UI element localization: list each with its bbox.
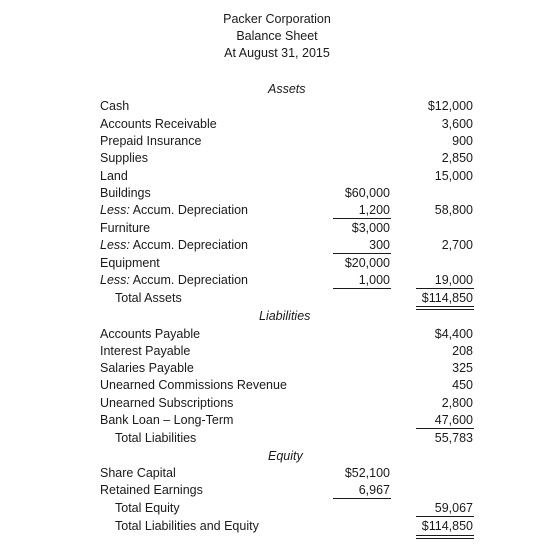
cash-label: Cash [100,99,130,113]
statement-title: Balance Sheet [236,29,318,43]
total-assets-double-underline [416,306,474,310]
total-equity-label: Total Equity [115,501,180,515]
retained-earnings-label: Retained Earnings [100,483,203,497]
furniture-gross: $3,000 [351,221,390,235]
salaries-amount: 325 [452,361,473,375]
furniture-underline [333,253,391,254]
share-capital-label: Share Capital [100,466,176,480]
interest-label: Interest Payable [100,344,191,358]
equipment-net: 19,000 [434,273,473,287]
accum-dep-text: Accum. Depreciation [132,203,249,217]
equipment-gross: $20,000 [344,256,390,270]
prepaid-label: Prepaid Insurance [100,134,202,148]
buildings-underline [333,218,391,219]
equipment-dep-label [100,273,248,287]
supplies-label: Supplies [100,151,148,165]
total-equity-amount: 59,067 [434,501,473,515]
equipment-underline [333,288,391,289]
prepaid-amount: 900 [452,134,473,148]
bank-loan-label: Bank Loan – Long-Term [100,413,234,427]
equity-heading: Equity [268,449,303,463]
total-liabilities-amount: 55,783 [434,431,473,445]
furniture-dep-amount: 300 [369,238,390,252]
unearned-comm-label: Unearned Commissions Revenue [100,378,287,392]
less-text: Less: [100,238,130,252]
furniture-net: 2,700 [441,238,473,252]
bank-loan-amount: 47,600 [434,413,473,427]
supplies-amount: 2,850 [441,151,473,165]
statement-date: At August 31, 2015 [224,46,330,60]
total-le-label: Total Liabilities and Equity [115,519,259,533]
buildings-net: 58,800 [434,203,473,217]
interest-amount: 208 [452,344,473,358]
total-assets-label: Total Assets [115,291,182,305]
total-le-double-underline [416,535,474,539]
ap-label: Accounts Payable [100,327,201,341]
furniture-dep-label [100,238,248,252]
liabilities-heading: Liabilities [259,309,311,323]
buildings-label: Buildings [100,186,151,200]
equipment-dep-amount: 1,000 [358,273,390,287]
unearned-sub-amount: 2,800 [441,396,473,410]
assets-heading: Assets [268,82,306,96]
land-amount: 15,000 [434,169,473,183]
ap-amount: $4,400 [434,327,473,341]
salaries-label: Salaries Payable [100,361,194,375]
less-text: Less: [100,203,130,217]
buildings-dep-label [100,203,248,217]
equity-underline [333,498,391,499]
total-assets-amount: $114,850 [421,291,473,305]
ar-amount: 3,600 [441,117,473,131]
buildings-dep-amount: 1,200 [358,203,390,217]
land-label: Land [100,169,128,183]
ar-label: Accounts Receivable [100,117,217,131]
assets-subtotal-line [416,288,474,289]
equipment-label: Equipment [100,256,160,270]
buildings-gross: $60,000 [344,186,390,200]
less-text: Less: [100,273,130,287]
total-liabilities-label: Total Liabilities [115,431,197,445]
accum-dep-text: Accum. Depreciation [132,273,249,287]
total-le-amount: $114,850 [421,519,473,533]
cash-amount: $12,000 [427,99,473,113]
retained-earnings-amount: 6,967 [358,483,390,497]
equity-subtotal-line [416,516,474,517]
unearned-comm-amount: 450 [452,378,473,392]
share-capital-amount: $52,100 [344,466,390,480]
liabilities-subtotal-line [416,428,474,429]
furniture-label: Furniture [100,221,151,235]
unearned-sub-label: Unearned Subscriptions [100,396,234,410]
accum-dep-text: Accum. Depreciation [132,238,249,252]
company-name: Packer Corporation [223,12,331,26]
